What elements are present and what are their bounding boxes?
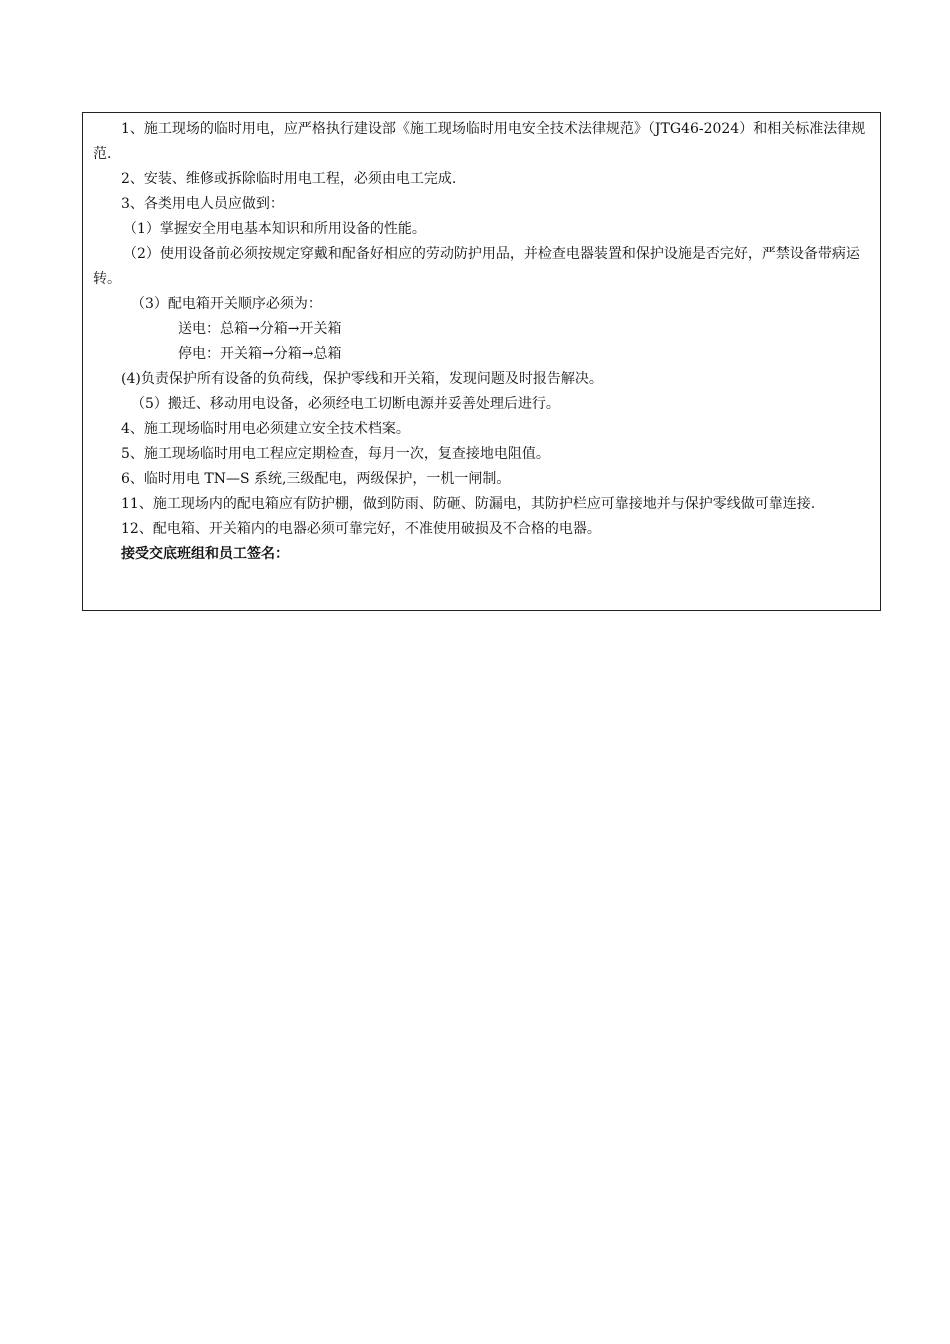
item-3-text: 3、各类用电人员应做到： bbox=[121, 196, 284, 212]
subitem-5-text: （5）搬迁、移动用电设备，必须经电工切断电源并妥善处理后进行。 bbox=[131, 396, 560, 412]
power-on-sequence: 送电：总箱→分箱→开关箱 bbox=[178, 321, 342, 337]
safety-briefing-box bbox=[82, 112, 881, 611]
item-11-text: 11、施工现场内的配电箱应有防护棚，做到防雨、防砸、防漏电，其防护栏应可靠接地并与保护零线做可靠连接. bbox=[121, 496, 816, 512]
subitem-2-text: （2）使用设备前必须按规定穿戴和配备好相应的劳动防护用品，并检查电器装置和保护设施是否完好，严禁设备带病运转。 bbox=[93, 246, 860, 287]
item-12-text: 12、配电箱、开关箱内的电器必须可靠完好，不准使用破损及不合格的电器。 bbox=[121, 521, 601, 537]
item-5-text: 5、施工现场临时用电工程应定期检查，每月一次，复查接地电阻值。 bbox=[121, 446, 550, 462]
subitem-3-text: （3）配电箱开关顺序必须为： bbox=[131, 296, 322, 312]
item-1-text: 1、施工现场的临时用电，应严格执行建设部《施工现场临时用电安全技术法律规范》（JTG46-2024）和相关标准法律规范. bbox=[93, 121, 866, 162]
signature-label: 接受交底班组和员工签名： bbox=[121, 546, 289, 562]
power-off-sequence: 停电：开关箱→分箱→总箱 bbox=[178, 346, 342, 362]
item-6-text: 6、临时用电 TN—S 系统,三级配电，两级保护，一机一闸制。 bbox=[121, 471, 511, 487]
subitem-1-text: （1）掌握安全用电基本知识和所用设备的性能。 bbox=[123, 221, 426, 237]
subitem-4-text: (4)负责保护所有设备的负荷线，保护零线和开关箱，发现问题及时报告解决。 bbox=[121, 371, 603, 387]
item-2-text: 2、安装、维修或拆除临时用电工程，必须由电工完成. bbox=[121, 171, 457, 187]
item-4-text: 4、施工现场临时用电必须建立安全技术档案。 bbox=[121, 421, 410, 437]
